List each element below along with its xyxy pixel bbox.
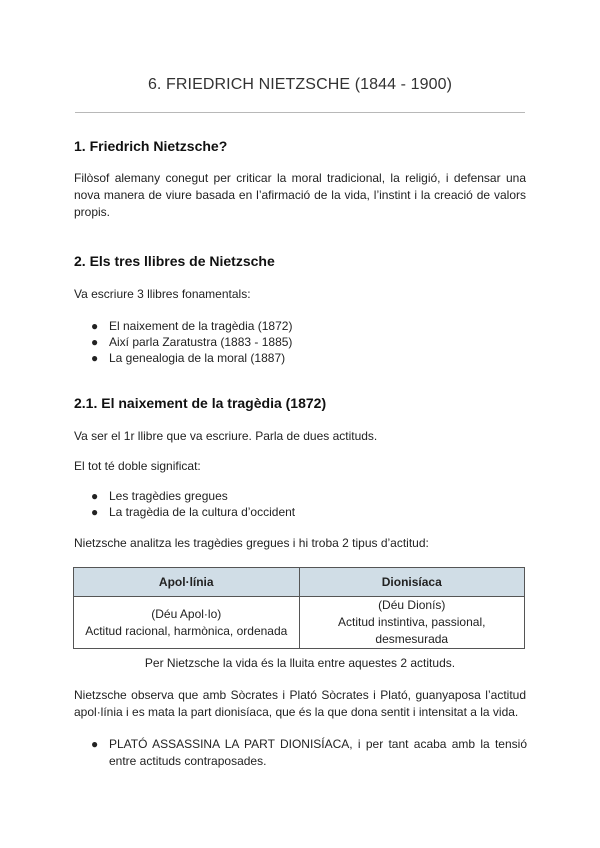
- list-item: ● La genealogia de la moral (1887): [91, 351, 286, 365]
- list-item: ● La tragèdia de la cultura d’occident: [91, 505, 296, 519]
- section-2-1-paragraph-3: Nietzsche analitza les tragèdies gregues i hi troba 2 tipus d’actitud:: [74, 536, 429, 550]
- bullet-icon: ●: [91, 319, 99, 333]
- list-item: ● Així parla Zaratustra (1883 - 1885): [91, 335, 293, 349]
- title-divider: [75, 112, 525, 113]
- table-cell-apollinia: (Déu Apol·lo) Actitud racional, harmònica, ordenada: [74, 597, 300, 649]
- section-2-1-paragraph-2: El tot té doble significat:: [74, 459, 201, 473]
- section-2-1-heading: 2.1. El naixement de la tragèdia (1872): [74, 395, 327, 411]
- table-header-dionisiaca: Dionisíaca: [299, 568, 525, 597]
- section-1-heading: 1. Friedrich Nietzsche?: [74, 138, 228, 154]
- meanings-list: [91, 488, 295, 520]
- table-row: [74, 597, 525, 649]
- centered-statement: Per Nietzsche la vida és la lluita entre aquestes 2 actituds.: [144, 656, 456, 670]
- bullet-icon: ●: [91, 505, 99, 519]
- section-2-1-paragraph-1: Va ser el 1r llibre que va escriure. Parla de dues actituds.: [74, 429, 378, 443]
- table-header-apollinia: Apol·línia: [74, 568, 300, 597]
- bullet-icon: ●: [91, 335, 99, 349]
- books-list: [91, 318, 292, 366]
- section-1-paragraph: Filòsof alemany conegut per criticar la moral tradicional, la religió, i defensar una nova manera de viure basada en l’afirmació de la vida, l’instint i la creació de valors propis.: [74, 171, 526, 219]
- document-title: 6. FRIEDRICH NIETZSCHE (1844 - 1900): [147, 76, 453, 93]
- bullet-icon: ●: [91, 351, 99, 365]
- section-2-heading: 2. Els tres llibres de Nietzsche: [74, 253, 275, 269]
- section-2-intro: Va escriure 3 llibres fonamentals:: [74, 287, 251, 301]
- table-cell-dionisiaca: (Déu Dionís) Actitud instintiva, passional, desmesurada: [299, 597, 525, 649]
- bullet-icon: ●: [91, 737, 99, 751]
- section-2-1-paragraph-4: Nietzsche observa que amb Sòcrates i Plató Sòcrates i Plató, guanyaposa l’actitud apol·línia i es mata la part dionisíaca, que és la que dona sentit i intensitat a la vida.: [74, 688, 526, 719]
- list-item: ● Les tragèdies gregues: [91, 489, 228, 503]
- bullet-icon: ●: [91, 489, 99, 503]
- list-item: ● El naixement de la tragèdia (1872): [91, 319, 293, 333]
- table-header-row: [74, 568, 525, 597]
- attitudes-table: [73, 567, 525, 649]
- plato-bullet: ● PLATÓ ASSASSINA LA PART DIONISÍACA, i per tant acaba amb la tensió entre actituds contraposades.: [91, 737, 527, 768]
